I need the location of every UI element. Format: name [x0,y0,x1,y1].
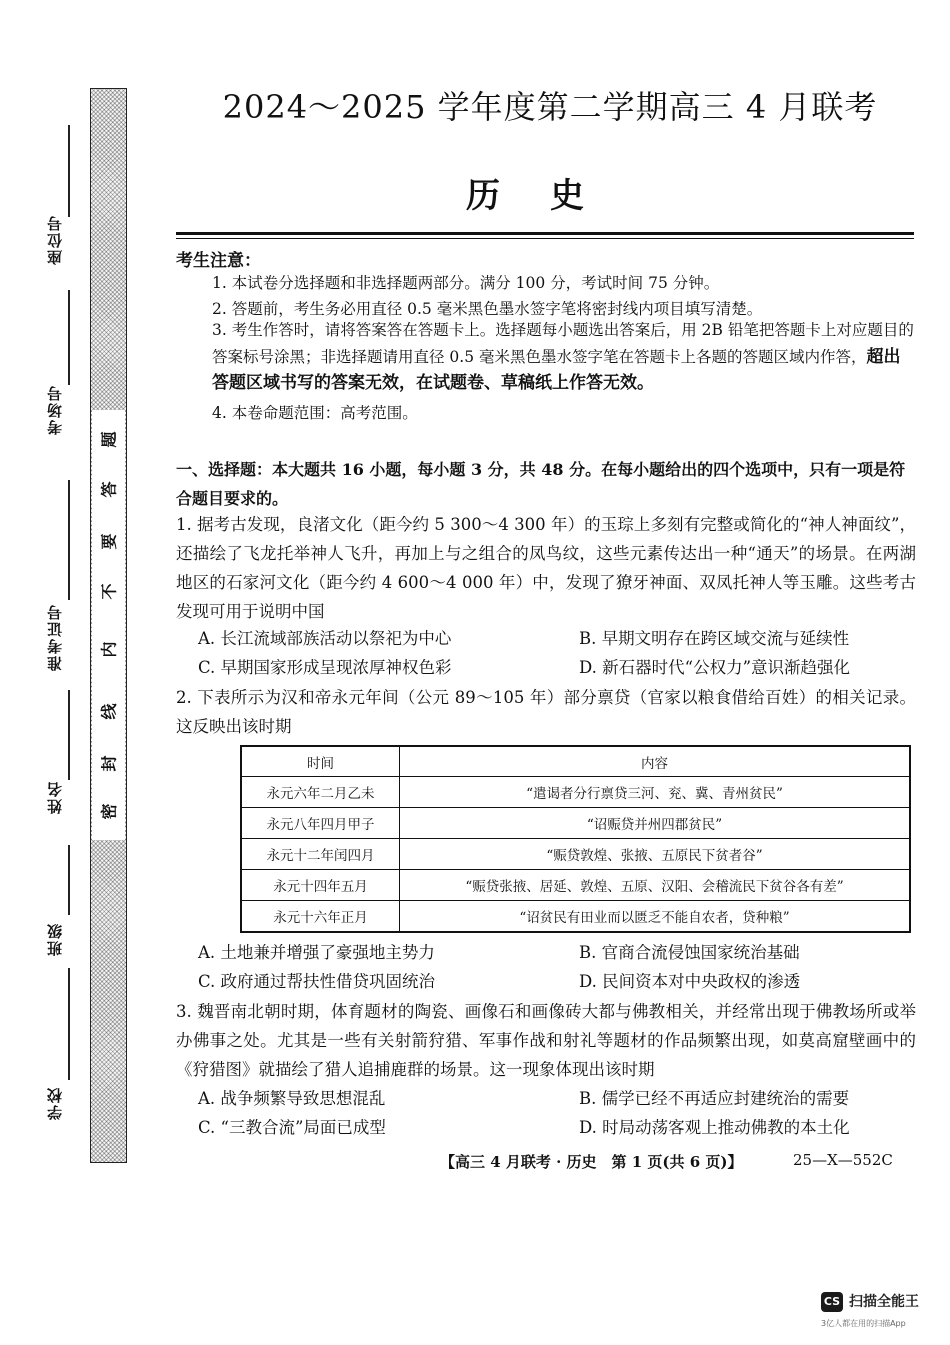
subject-title: 历史 [466,176,634,216]
header-rule-thin [176,238,914,239]
notice-item-4: 4. 本卷命题范围：高考范围。 [212,404,418,422]
table-cell-time: 永元十六年正月 [241,901,400,933]
header-rule [176,232,914,235]
q1-option-b: B. 早期文明存在跨区域交流与延续性 [579,629,850,648]
camscanner-tagline: 3亿人都在用的扫描App [821,1319,906,1328]
table-cell-time: 永元十二年闰四月 [241,839,400,870]
seal-char: 答 [99,481,119,498]
q1-option-d: D. 新石器时代“公权力”意识渐趋强化 [579,658,851,677]
notice-item-2: 2. 答题前，考生务必用直径 0.5 毫米黑色墨水签字笔将密封线内项目填写清楚。 [212,300,763,318]
q3-option-a: A. 战争频繁导致思想混乱 [198,1089,386,1108]
notice-item-3-bold: 超出答题区域书写的答案无效，在试题卷、草稿纸上作答无效。 [212,346,901,393]
q1-option-a: A. 长江流域部族活动以祭祀为中心 [198,629,452,648]
q1-option-c: C. 早期国家形成呈现浓厚神权色彩 [198,658,452,677]
class-label: 班级 [46,922,64,956]
table-cell-time: 永元八年四月甲子 [241,808,400,839]
notice-item-3-text: 3. 考生作答时，请将答案答在答题卡上。选择题每小题选出答案后，用 2B 铅笔把答题卡上对应题目的答案标号涂黑；非选择题请用直径 0.5 毫米黑色墨水签字笔在答题卡上各题的答题区域内作答， [212,321,914,366]
table-cell-time: 永元十四年五月 [241,870,400,901]
table-header-content: 内容 [400,746,911,777]
camscanner-logo-icon: CS [821,1292,843,1312]
class-line [68,845,70,915]
table-row [241,777,910,808]
exam-title: 2024～2025 学年度第二学期高三 4 月联考 [222,88,878,126]
q2-option-c: C. 政府通过帮扶性借贷巩固统治 [198,972,436,991]
q3-option-d: D. 时局动荡客观上推动佛教的本土化 [579,1118,850,1137]
seal-char: 不 [99,583,119,600]
seat-label: 座位号 [46,214,64,265]
seat-line [68,125,70,217]
table-row [241,901,910,933]
notice-item-1: 1. 本试卷分选择题和非选择题两部分。满分 100 分，考试时间 75 分钟。 [212,274,720,292]
seal-char: 题 [99,431,119,448]
q2-option-b: B. 官商合流侵蚀国家统治基础 [579,943,800,962]
table-row [241,808,910,839]
school-line [68,968,70,1080]
q2-option-d: D. 民间资本对中央政权的渗透 [579,972,801,991]
paper-code: 25—X—552C [793,1151,893,1169]
name-line [68,690,70,780]
table-header-time: 时间 [241,746,400,777]
table-cell-content: “遣谒者分行禀贷三河、兖、冀、青州贫民” [400,777,911,808]
q2-option-a: A. 土地兼并增强了豪强地主势力 [198,943,435,962]
school-label: 学校 [46,1086,64,1120]
question-2-stem: 2. 下表所示为汉和帝永元年间（公元 89～105 年）部分禀贷（官家以粮食借给百姓）的相关记录。这反映出该时期 [176,688,916,736]
seal-char: 要 [99,533,119,550]
page-footer: 【高三 4 月联考 · 历史 第 1 页(共 6 页)】 [440,1153,743,1171]
section-heading: 一、选择题：本大题共 16 小题，每小题 3 分，共 48 分。在每小题给出的四个选项中，只有一项是符合题目要求的。 [176,460,906,508]
seal-char: 封 [99,755,119,772]
q3-option-b: B. 儒学已经不再适应封建统治的需要 [579,1089,850,1108]
lending-records-table [240,745,911,933]
table-row [241,839,910,870]
question-1-stem: 1. 据考古发现，良渚文化（距今约 5 300～4 300 年）的玉琮上多刻有完整或简化的“神人神面纹”，还描绘了飞龙托举神人飞升，再加上与之组合的凤鸟纹，这些元素传达出一种“通天”的场景。在两湖地区的石家河文化（距今约 4 600～4 000 年）中，发现了獠牙神面、双凤托神人等玉雕。这些考古发现可用于说明中国 [176,515,916,621]
question-3-stem: 3. 魏晋南北朝时期，体育题材的陶瓷、画像石和画像砖大都与佛教相关，并经常出现于佛教场所或举办佛事之处。尤其是一些有关射箭狩猎、军事作战和射礼等题材的作品频繁出现，如莫高窟壁画中的《狩猎图》就描绘了猎人追捕鹿群的场景。这一现象体现出该时期 [176,1002,916,1079]
table-cell-content: “赈贷敦煌、张掖、五原民下贫者谷” [400,839,911,870]
camscanner-name: 扫描全能王 [849,1294,919,1310]
table-cell-time: 永元六年二月乙未 [241,777,400,808]
room-line [68,290,70,385]
name-label: 姓名 [46,780,64,814]
table-header-row [241,746,910,777]
room-label: 考场号 [46,384,64,435]
exam-id-line [68,480,70,600]
table-cell-content: “诏贫民有田业而以匮乏不能自农者，贷种粮” [400,901,911,933]
q3-option-c: C. “三教合流”局面已成型 [198,1118,386,1137]
seal-char: 线 [99,703,119,720]
notice-item-3 [212,317,914,397]
exam-id-label: 准考证号 [46,603,64,671]
table-row [241,870,910,901]
seal-char: 内 [99,641,119,658]
notice-title: 考生注意： [176,251,261,271]
table-cell-content: “赈贷张掖、居延、敦煌、五原、汉阳、会稽流民下贫谷各有差” [400,870,911,901]
table-cell-content: “诏赈贷并州四郡贫民” [400,808,911,839]
seal-char: 密 [99,803,119,820]
